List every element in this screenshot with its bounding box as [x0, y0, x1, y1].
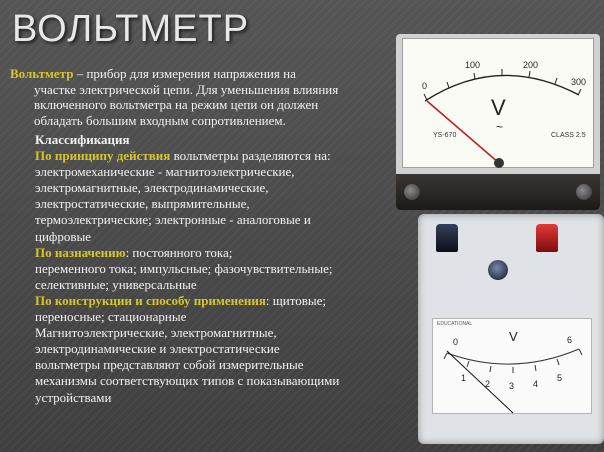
panel-scale-label: 300	[571, 77, 587, 87]
black-terminal-icon	[436, 224, 458, 252]
screw-icon	[576, 184, 592, 200]
educational-scale-label: 1	[461, 373, 467, 383]
educational-scale-label: 3	[509, 381, 515, 391]
intro-line-1: – прибор для измерения напряжения на	[73, 66, 296, 81]
panel-scale-label: 200	[523, 60, 539, 70]
intro-paragraph	[10, 66, 395, 128]
zero-adjust-knob-icon	[488, 260, 508, 280]
intro-line-3: включенного вольтметра на режим цепи он должен	[34, 97, 319, 112]
construction-line-5: вольтметры представляют собой измерительные	[35, 357, 304, 373]
ac-symbol: ~	[496, 120, 504, 134]
slide-title: ВОЛЬТМЕТР	[12, 8, 250, 50]
classification-section	[35, 132, 405, 406]
panel-unit-label: V	[491, 95, 506, 120]
construction-line-1: : щитовые;	[265, 292, 326, 308]
principle-line-2: электромеханические - магнитоэлектрические,	[35, 164, 295, 180]
construction-line-2: переносные; стационарные	[35, 309, 187, 325]
purpose-line-3: селективные; универсальные	[35, 276, 197, 292]
intro-line-4: обладать большим входным сопротивлением.	[34, 112, 286, 128]
educational-voltmeter-image	[418, 214, 604, 444]
panel-scale-label: 0	[422, 81, 428, 91]
educational-brand-label: EDUCATIONAL	[437, 321, 473, 327]
educational-scale-arc	[447, 349, 579, 364]
educational-voltmeter-dial	[433, 319, 593, 415]
educational-scale-label: 4	[533, 379, 539, 389]
principle-line-1: вольтметры разделяются на:	[170, 148, 331, 164]
red-terminal-icon	[536, 224, 558, 252]
educational-scale-label: 0	[453, 337, 459, 347]
educational-scale-label: 5	[557, 373, 563, 383]
principle-line-4: электростатические, выпрямительные,	[35, 196, 250, 212]
construction-label: По конструкции и способу применения	[35, 292, 266, 308]
screw-icon	[404, 184, 420, 200]
educational-scale-ticks	[444, 349, 582, 373]
educational-scale-label: 6	[567, 335, 573, 345]
panel-voltmeter-face	[402, 38, 594, 168]
principle-line-3: электромагнитные, электродинамические,	[35, 180, 269, 196]
principle-label: По принципу действия	[35, 148, 171, 164]
educational-voltmeter-face	[432, 318, 592, 414]
panel-class-label: CLASS 2.5	[551, 132, 586, 139]
intro-term: Вольтметр	[10, 66, 74, 81]
purpose-line-2: переменного тока; импульсные; фазочувствительные;	[35, 260, 333, 276]
purpose-label: По назначению	[35, 244, 126, 260]
principle-line-5: термоэлектрические; электронные - аналоговые и	[35, 212, 311, 228]
panel-voltmeter-base	[396, 174, 600, 210]
panel-model-label: YS-670	[433, 132, 457, 139]
classification-heading: Классификация	[35, 132, 130, 147]
construction-line-6: механизмы соответствующих типов с показывающими	[35, 373, 340, 389]
construction-line-4: электродинамические и электростатические	[35, 341, 280, 357]
panel-voltmeter-dial	[403, 39, 595, 169]
panel-needle-pivot	[494, 158, 504, 168]
panel-scale-label: 100	[465, 60, 481, 70]
panel-voltmeter-image	[396, 34, 600, 210]
purpose-line-1: : постоянного тока;	[125, 244, 233, 260]
educational-needle	[447, 351, 513, 413]
educational-scale-label: 2	[485, 379, 491, 389]
educational-unit-label: V	[509, 329, 518, 344]
intro-line-2: участке электрической цепи. Для уменьшения влияния	[34, 81, 339, 97]
principle-line-6: цифровые	[35, 228, 91, 244]
construction-line-3: Магнитоэлектрические, электромагнитные,	[35, 325, 277, 341]
construction-line-7: устройствами	[35, 389, 112, 405]
